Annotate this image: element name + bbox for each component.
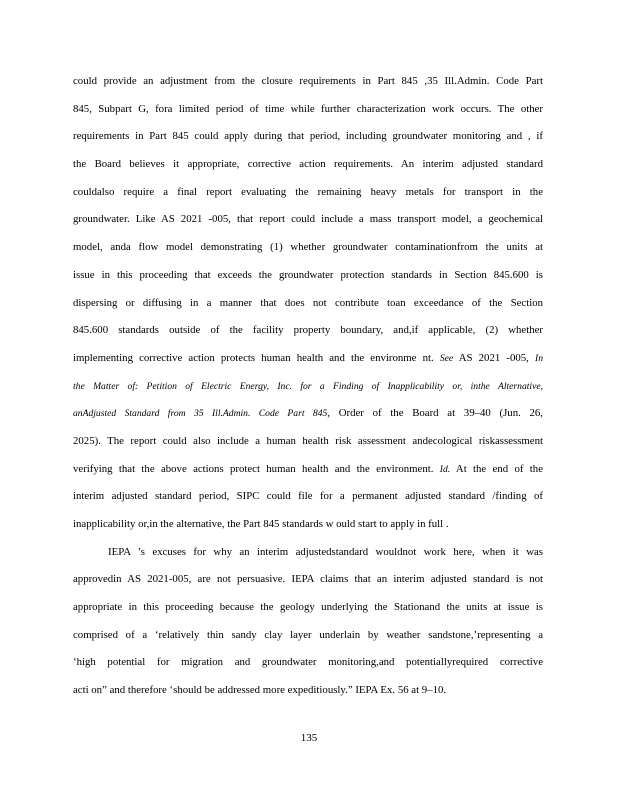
text-line: comprised of a ‘relatively thin sandy clay layer underlain by weather sandstone,’representing a <box>73 628 543 641</box>
text-line: 845.600 standards outside of the facility property boundary, and,if applicable, (2) whether <box>73 324 543 337</box>
text-line: 845, Subpart G, fora limited period of time while further characterization work occurs. The other <box>73 102 543 115</box>
text-line: ‘high potential for migration and groundwater monitoring,and potentiallyrequired corrective <box>73 656 543 669</box>
text-line: requirements in Part 845 could apply during that period, including groundwater monitoring and , if <box>73 130 543 143</box>
text-line: appropriate in this proceeding because the geology underlying the Stationand the units at issue is <box>73 601 543 614</box>
text-line: couldalso require a final report evaluating the remaining heavy metals for transport in the <box>73 185 543 198</box>
text-line: interim adjusted standard period, SIPC could file for a permanent adjusted standard /finding of <box>73 490 543 503</box>
line-text: verifying that the above actions protect human health and the environment. <box>73 462 434 475</box>
text-line <box>73 345 543 373</box>
text-line: issue in this proceeding that exceeds the groundwater protection standards in Section 845.600 is <box>73 268 543 281</box>
line-text: , Order of the Board at 39–40 (Jun. 26, <box>327 407 543 420</box>
text-line: dispersing or diffusing in a manner that does not contribute toan exceedance of the Section <box>73 296 543 309</box>
text-line: groundwater. Like AS 2021 -005, that report could include a mass transport model, a geochemical <box>73 213 543 226</box>
text-line: could provide an adjustment from the closure requirements in Part 845 ,35 Ill.Admin. Code Part <box>73 75 543 87</box>
citation-signal: See <box>439 352 454 364</box>
body-text <box>73 68 543 705</box>
text-line <box>73 400 543 428</box>
text-line: acti on” and therefore ‘should be addressed more expeditiously.” IEPA Ex. 56 at 9–10. <box>73 684 447 697</box>
line-text: implementing corrective action protects human health and the environme nt. <box>73 351 434 364</box>
text-line <box>73 456 543 484</box>
text-line: the Board believes it appropriate, corrective action requirements. An interim adjusted standard <box>73 158 543 171</box>
page-number: 135 <box>300 732 318 744</box>
paragraph-first-line: IEPA ’s excuses for why an interim adjustedstandard wouldnot work here, when it was <box>108 545 543 558</box>
line-text: AS 2021 -005, <box>453 351 529 364</box>
case-citation-line: the Matter of: Petition of Electric Energy, Inc. for a Finding of Inapplicability or, inthe Alternative, <box>73 380 543 392</box>
text-line: 2025). The report could also include a human health risk assessment andecological riskassessment <box>73 434 543 447</box>
text-line: approvedin AS 2021-005, are not persuasive. IEPA claims that an interim adjusted standard is not <box>73 573 543 586</box>
case-name-italic: anAdjusted Standard from 35 Ill.Admin. Code Part 845 <box>73 408 328 420</box>
text-line: model, anda flow model demonstrating (1) whether groundwater contaminationfrom the units at <box>73 241 543 254</box>
id-citation: Id. <box>439 463 451 475</box>
case-name-italic: In <box>535 352 543 364</box>
line-text: At the end of the <box>450 462 543 475</box>
text-line: inapplicability or,in the alternative, the Part 845 standards w ould start to apply in full . <box>73 518 449 530</box>
